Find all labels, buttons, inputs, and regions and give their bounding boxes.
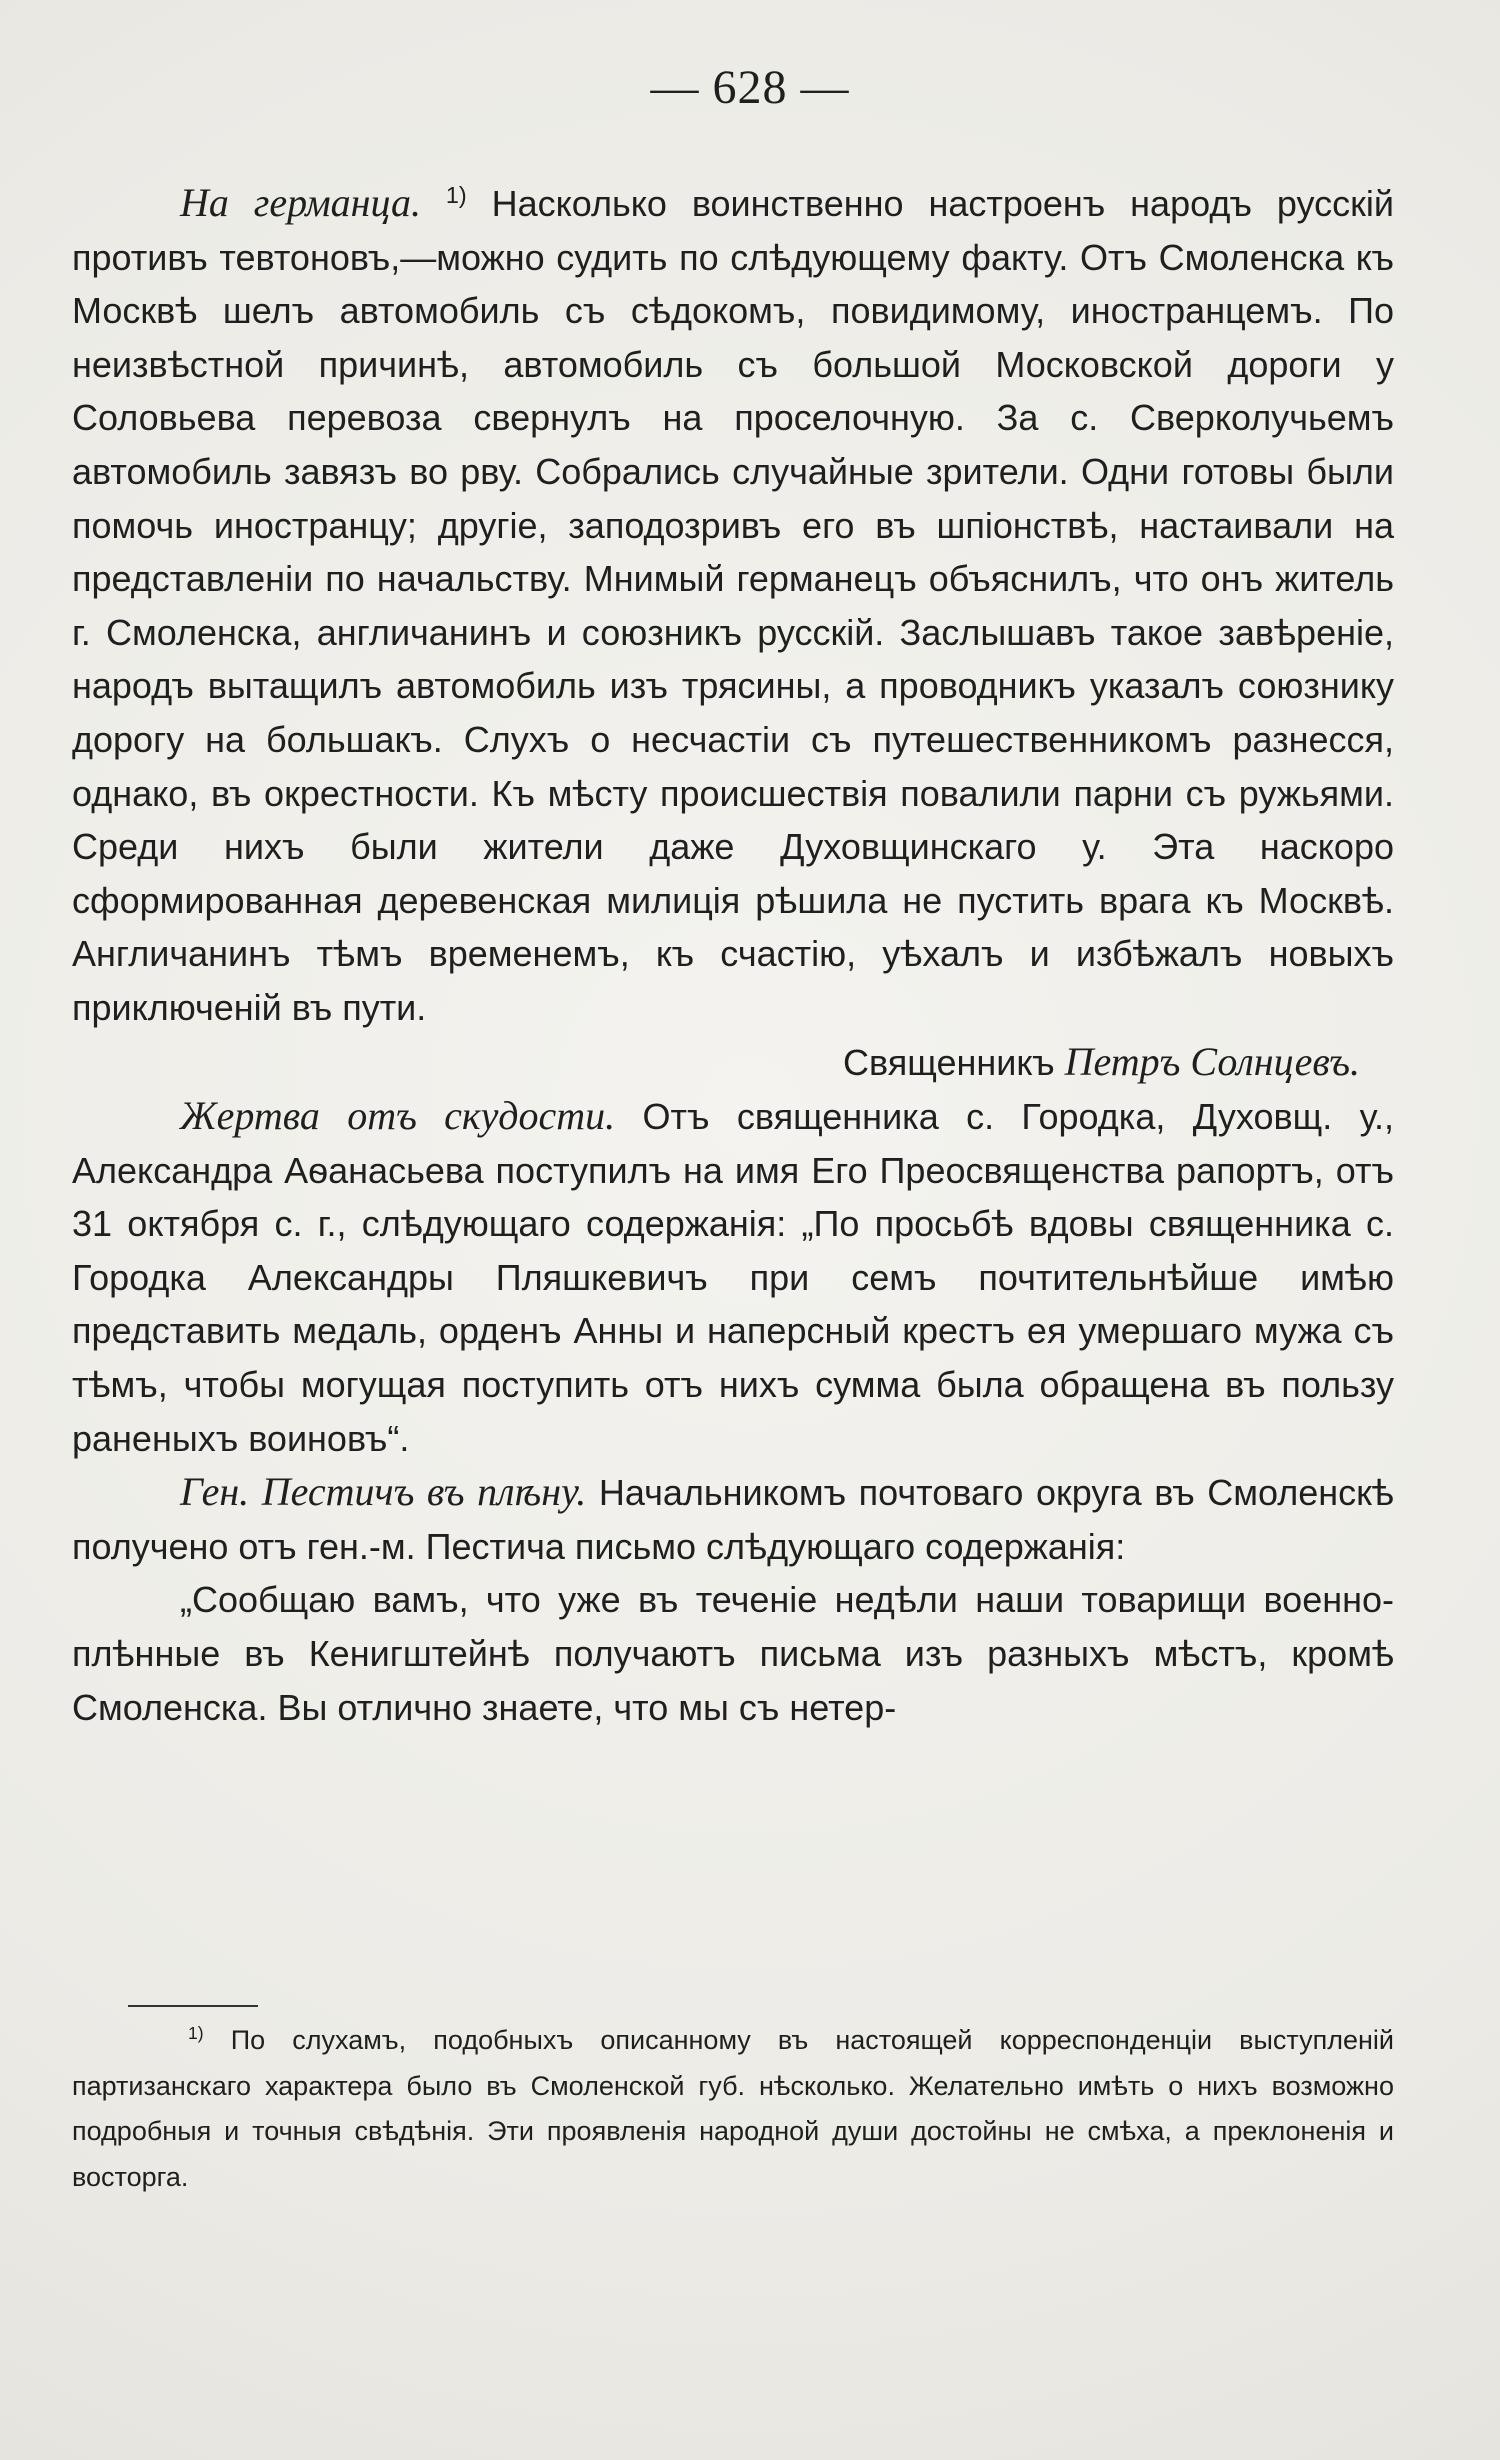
article-text: Отъ священника с. Городка, Духовщ. у., Александра Аѳанасьева поступилъ на имя Его Преосвященства рапортъ, отъ 31 октября с. г., слѣдующаго содержанія: „По просьбѣ вдовы священника с. Городка Александры Пляшкевичъ при семъ почтительнѣйше имѣю представить медаль, орденъ Анны и наперсный крестъ ея умершаго мужа съ тѣмъ, чтобы могущая поступить отъ нихъ сумма была обращена въ пользу раненыхъ воиновъ“. (72, 1096, 1394, 1459)
signature (72, 1035, 1394, 1090)
signature-prefix: Священникъ (843, 1041, 1055, 1083)
article-donation (72, 1089, 1394, 1465)
page-number: — 628 — (650, 61, 850, 114)
quoted-letter: „Сообщаю вамъ, что уже въ теченіе недѣли наши товарищи военно-плѣнные въ Кенигштейнѣ получаютъ письма изъ разныхъ мѣстъ, кромѣ Смоленска. Вы отлично знаете, что мы съ нетер- (72, 1579, 1394, 1728)
article-title: На германца. (180, 180, 421, 225)
article-text: Начальникомъ почтоваго округа въ Смоленскѣ получено отъ ген.-м. Пестича письмо слѣдующаго содержанія: (72, 1472, 1394, 1567)
article-text: Насколько воинственно настроенъ народъ русскій противъ тевтоновъ,—можно судить по слѣдующему факту. Отъ Смоленска къ Москвѣ шелъ автомобиль съ сѣдокомъ, повидимому, иностранцемъ. По неизвѣстной причинѣ, автомобиль съ большой Московской дороги у Соловьева перевоза свернулъ на проселочную. За с. Сверколучьемъ автомобиль завязъ во рву. Собрались случайные зрители. Одни готовы были помочь иностранцу; другіе, заподозривъ его въ шпіонствѣ, настаивали на представленіи по начальству. Мнимый германецъ объяснилъ, что онъ житель г. Смоленска, англичанинъ и союзникъ русскій. Заслышавъ такое завѣреніе, народъ вытащилъ автомобиль изъ трясины, а проводникъ указалъ союзнику дорогу на большакъ. Слухъ о несчастіи съ путешественникомъ разнесся, однако, въ окрестности. Къ мѣсту происшествія повалили парни съ ружьями. Среди нихъ были жители даже Духовщинскаго у. Эта наскоро сформированная деревенская милиція рѣшила не пустить врага къ Москвѣ. Англичанинъ тѣмъ временемъ, къ счастію, уѣхалъ и избѣжалъ новыхъ приключеній въ пути. (72, 183, 1394, 1028)
footnote (72, 2018, 1394, 2200)
footnote-reference: 1) (445, 182, 467, 208)
footnote-text: По слухамъ, подобныхъ описанному въ настоящей корреспонденціи выступленій партизанскаго характера было въ Смоленской губ. нѣсколько. Желательно имѣть о нихъ возможно подробныя и точныя свѣдѣнія. Эти проявленія народной души достойны не смѣха, а преклоненія и восторга. (72, 2025, 1394, 2192)
signature-name: Петръ Солнцевъ. (1064, 1038, 1360, 1084)
article-title: Жертва отъ скудости. (180, 1093, 616, 1139)
article-germans (72, 176, 1394, 1035)
main-text (72, 176, 1394, 1734)
footnote-divider (128, 2005, 258, 2007)
article-pestich (72, 1465, 1394, 1573)
footnotes (72, 2018, 1394, 2200)
footnote-marker: 1) (188, 2023, 204, 2043)
article-title: Ген. Пестичъ въ плѣну. (180, 1469, 587, 1515)
